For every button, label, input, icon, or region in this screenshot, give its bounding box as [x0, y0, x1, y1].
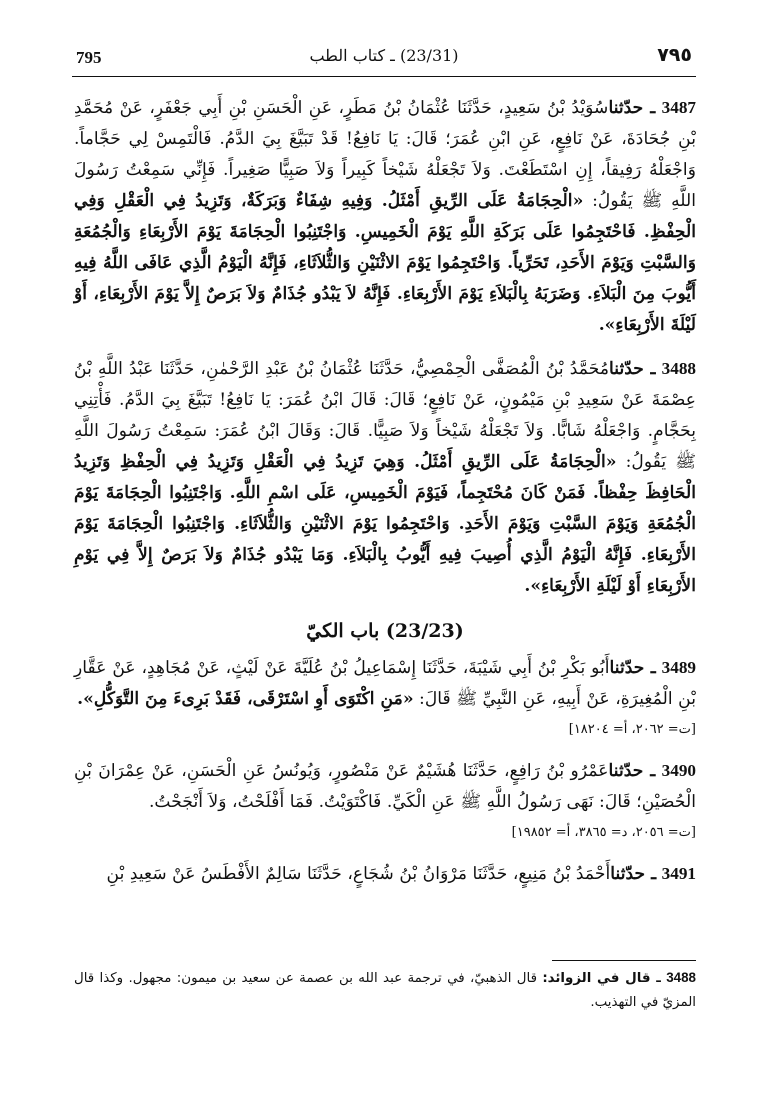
hadith-number: 3489 [661, 658, 697, 677]
hadith-intro: ـ حدّثنا [608, 98, 656, 118]
hadith-3488 [74, 353, 696, 602]
hadith-number: 3488 [661, 359, 697, 378]
footnote-number: 3488 [666, 970, 696, 985]
chapter-title: (23/23) باب الكيّ [306, 620, 464, 642]
hadith-isnad: أَحْمَدُ بْنُ مَنِيعٍ، حَدَّثَنَا مَرْوَانُ بْنُ شُجَاعٍ، حَدَّثَنَا سَالِمٌ الأَفْطَسُ عَنْ سَعِيدِ بْنِ [106, 864, 611, 884]
hadith-matn: «الْحِجَامَةُ عَلَى الرِّيقِ أَمْثَلُ. وَهِيَ تَزِيدُ فِي الْعَقْلِ وَتَزِيدُ فِي الْحِفْظِ وَتَزِيدُ الْحَافِظَ حِفْظاً. فَمَنْ كَانَ مُحْتَجِماً، فَيَوْمَ الْخَمِيسِ، عَلَى اسْمِ اللَّهِ. وَاجْتَنِبُوا الْحِجَامَةَ يَوْمَ الْجُمُعَةِ وَيَوْمَ السَّبْتِ وَيَوْمَ الأَحَدِ. وَاحْتَجِمُوا يَوْمَ الاثْنَيْنِ وَالثُّلاَثَاءِ. وَاجْتَنِبُوا الْحِجَامَةَ يَوْمَ الأَرْبِعَاءِ. فَإِنَّهُ الْيَوْمُ الَّذِي أُصِيبَ فِيهِ أَيُّوبُ بِالْبَلاَءِ. وَمَا يَبْدُو جُذَامٌ وَلاَ بَرَصٌ إِلاَّ فِي يَوْمِ الأَرْبِعَاءِ أَوْ لَيْلَةِ الأَرْبِعَاءِ». [74, 452, 696, 596]
page-body [74, 92, 696, 902]
hadith-intro: ـ حدّثنا [609, 359, 656, 379]
footnote-rule [552, 960, 696, 961]
header-rule [72, 76, 696, 77]
page-number-arabic: ٧٩٥ [657, 44, 692, 66]
page-header [72, 42, 696, 76]
hadith-isnad: سُوَيْدُ بْنُ سَعِيدٍ، حَدَّثَنَا عُثْمَانُ بْنُ مَطَرٍ، عَنِ الْحَسَنِ بْنِ أَبِي جَعْفَرٍ، عَنْ مُحَمَّدِ بْنِ جُحَادَةَ، عَنْ نَافِعٍ، عَنِ ابْنِ عُمَرَ؛ قَالَ: يَا نَافِعُ! قَدْ تَبَيَّغَ بِيَ الدَّمُ. فَالْتَمِسْ لِي حَجَّاماً. وَاجْعَلْهُ رَفِيقاً، إِنِ اسْتَطَعْتَ. وَلاَ تَجْعَلْهُ شَيْخاً كَبِيراً وَلاَ صَبِيًّا صَغِيراً. فَإِنِّي سَمِعْتُ رَسُولَ اللَّهِ ﷺ يَقُولُ: [74, 98, 696, 211]
footnote-text: قال الذهبيّ، في ترجمة عبد الله بن عصمة عن سعيد بن ميمون: مجهول. وكذا قال المزيّ في التهذيب. [74, 971, 696, 1010]
hadith-matn: «الْحِجَامَةُ عَلَى الرِّيقِ أَمْثَلُ. وَفِيهِ شِفَاءٌ وَبَرَكَةٌ، وَتَزِيدُ فِي الْعَقْلِ وَفِي الْحِفْظِ. فَاحْتَجِمُوا عَلَى بَرَكَةِ اللَّهِ يَوْمَ الْخَمِيسِ. وَاجْتَنِبُوا الْحِجَامَةَ يَوْمَ الأَرْبِعَاءِ وَالْجُمُعَةِ وَالسَّبْتِ وَيَوْمَ الأَحَدِ، تَحَرِّياً. وَاحْتَجِمُوا يَوْمَ الاثْنَيْنِ وَالثُّلاَثَاءِ، فَإِنَّهُ الْيَوْمُ الَّذِي عَافَى اللَّهُ فِيهِ أَيُّوبَ مِنَ الْبَلاَءِ. وَضَرَبَهُ بِالْبَلاَءِ يَوْمَ الأَرْبِعَاءِ. فَإِنَّهُ لاَ يَبْدُو جُذَامٌ وَلاَ بَرَصٌ إِلاَّ يَوْمَ الأَرْبِعَاءِ، أَوْ لَيْلَةَ الأَرْبِعَاءِ». [74, 191, 696, 335]
hadith-number: 3490 [661, 761, 696, 780]
hadith-intro: ـ حدّثنا [608, 761, 656, 781]
hadith-isnad: عَمْرُو بْنُ رَافِعٍ، حَدَّثَنَا هُشَيْمٌ عَنْ مَنْصُورٍ، وَيُونُسُ عَنِ الْحَسَنِ، عَنْ عِمْرَانَ بْنِ الْحُصَيْنِ؛ قَالَ: نَهَى رَسُولُ اللَّهِ ﷺ عَنِ الْكَيِّ. فَاكْتَوَيْتُ. فَمَا أَفْلَحْتُ، وَلاَ أَنْجَحْتُ. [74, 761, 696, 812]
hadith-3489 [74, 652, 696, 715]
page-number-latin: 795 [76, 48, 102, 67]
hadith-number: 3487 [661, 98, 697, 117]
hadith-number: 3491 [661, 864, 696, 883]
hadith-intro: ـ حدّثنا [610, 864, 657, 884]
hadith-intro: ـ حدّثنا [609, 658, 656, 678]
cross-reference: [ت= ٢٠٦٢، أ= ١٨٢٠٤] [568, 722, 696, 737]
hadith-isnad: أَبُو بَكْرِ بْنُ أَبِي شَيْبَةَ، حَدَّثَنَا إِسْمَاعِيلُ بْنُ عُلَيَّةَ عَنْ لَيْثٍ، عَنْ مُجَاهِدٍ، عَنْ عَقَّارِ بْنِ الْمُغِيرَةِ، عَنْ أَبِيهِ، عَنِ النَّبِيِّ ﷺ قَالَ: [74, 658, 696, 709]
cross-reference: [ت= ٢٠٥٦، د= ٣٨٦٥، أ= ١٩٨٥٢] [511, 825, 696, 840]
hadith-matn: «مَنِ اكْتَوَى أَوِ اسْتَرْقَى، فَقَدْ بَرِىءَ مِنَ التَّوَكُّلِ». [77, 689, 414, 709]
footnote-label: ـ قال في الزوائد: [542, 971, 661, 986]
hadith-3490 [74, 755, 696, 818]
hadith-isnad: مُحَمَّدُ بْنُ الْمُصَفَّى الْحِمْصِيُّ، حَدَّثَنَا عُثْمَانُ بْنُ عَبْدِ الرَّحْمٰنِ، حَدَّثَنَا عَبْدُ اللَّهِ بْنُ عِصْمَةَ عَنْ سَعِيدِ بْنِ مَيْمُونٍ، عَنْ نَافِعٍ؛ قَالَ: قَالَ ابْنُ عُمَرَ: يَا نَافِعُ! تَبَيَّغَ بِيَ الدَّمُ. فَأْتِنِي بِحَجَّامٍ. وَاجْعَلْهُ شَابًّا. وَلاَ تَجْعَلْهُ شَيْخاً وَلاَ صَبِيًّا. قَالَ: وَقَالَ ابْنُ عُمَرَ: سَمِعْتُ رَسُولَ اللَّهِ ﷺ يَقُولُ: [74, 359, 697, 472]
hadith-3487 [74, 92, 696, 341]
running-title: (23/31) ـ كتاب الطب [309, 46, 459, 65]
hadith-3491 [74, 858, 696, 890]
footnote [74, 966, 696, 1015]
